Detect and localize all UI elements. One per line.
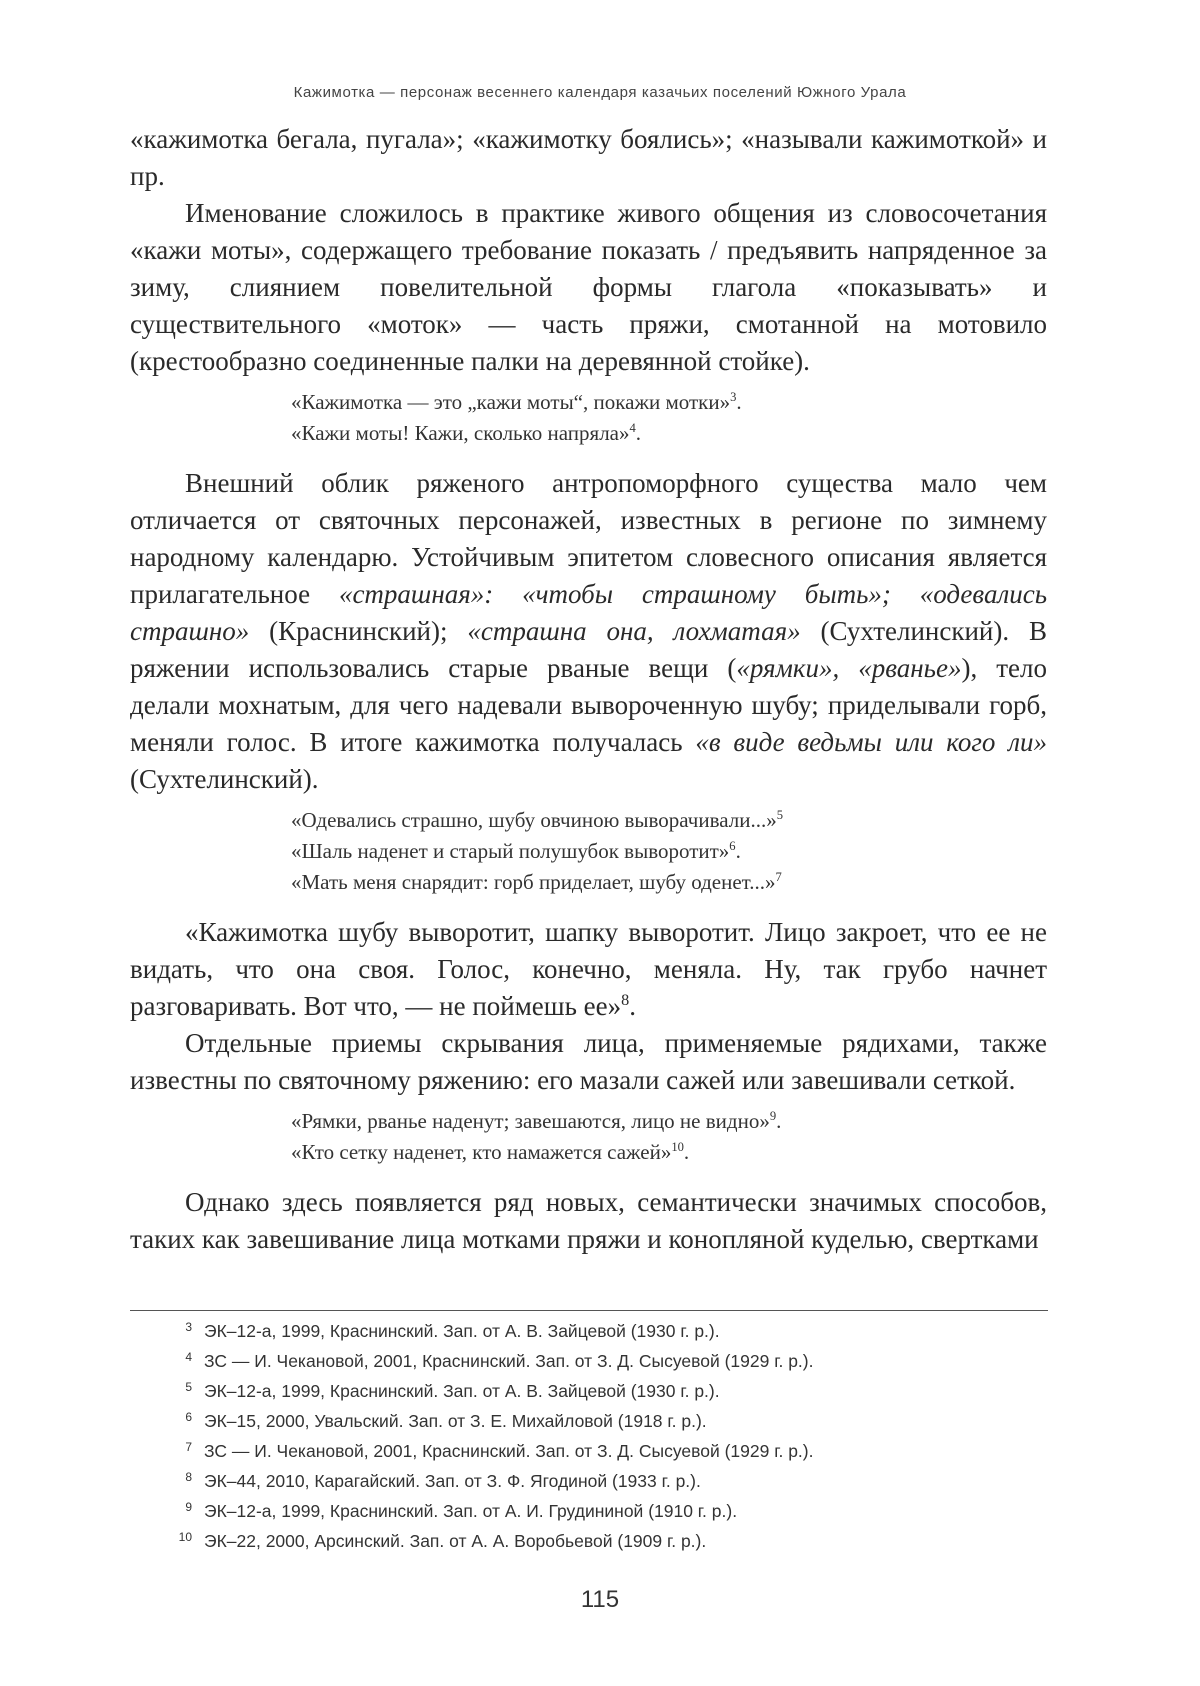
page-number: 115	[0, 1586, 1200, 1614]
footnote-ref[interactable]: 4	[630, 421, 636, 435]
footnote: 8 ЭК–44, 2010, Карагайский. Зап. от З. Ф. Ягодиной (1933 г. р.).	[130, 1466, 1048, 1496]
footnote-number: 5	[130, 1376, 192, 1398]
footnote-number: 6	[130, 1406, 192, 1428]
quote-line: «Мать меня снарядит: горб приделает, шубу оденет...»7	[291, 867, 1047, 898]
footnote: 10 ЭК–22, 2000, Арсинский. Зап. от А. А. Воробьевой (1909 г. р.).	[130, 1526, 1048, 1556]
paragraph-2: Именование сложилось в практике живого общения из словосочетания «кажи моты», содержащего требование показать / предъявить напряденное за зиму, слиянием повелительной формы глагола «показывать» и существительного «моток» — часть пряжи, смотанной на мотовило (крестообразно соединенные палки на деревянной стойке).	[130, 195, 1047, 380]
footnote-number: 8	[130, 1466, 192, 1488]
footnote-number: 10	[130, 1526, 192, 1548]
footnote-ref[interactable]: 5	[777, 808, 783, 822]
quote-block-3	[291, 1106, 1047, 1168]
quote-line: «Кажимотка — это „кажи моты“, покажи мотки»3.	[291, 387, 1047, 418]
quote-line: «Шаль наденет и старый полушубок выворотит»6.	[291, 836, 1047, 867]
footnote: 6 ЭК–15, 2000, Увальский. Зап. от З. Е. Михайловой (1918 г. р.).	[130, 1406, 1048, 1436]
footnote-ref[interactable]: 3	[730, 390, 736, 404]
paragraph-3: Внешний облик ряженого антропоморфного существа мало чем отличается от святочных персонажей, известных в регионе по зимнему народному календарю. Устойчивым эпитетом словесного описания является прилагательное «страшная»: «чтобы страшному быть»; «одевались страшно» (Краснинский); «страшна она, лохматая» (Сухтелинский). В ряжении использовались старые рваные вещи («рямки», «рванье»), тело делали мохнатым, для чего надевали вывороченную шубу; приделывали горб, меняли голос. В итоге кажимотка получалась «в виде ведьмы или кого ли» (Сухтелинский).	[130, 465, 1047, 798]
footnotes	[130, 1316, 1048, 1556]
paragraph-1: «кажимотка бегала, пугала»; «кажимотку боялись»; «называли кажимоткой» и пр.	[130, 121, 1047, 195]
paragraph-4: «Кажимотка шубу выворотит, шапку выворотит. Лицо закроет, что ее не видать, что она своя. Голос, конечно, меняла. Ну, так грубо начнет разговаривать. Вот что, — не поймешь ее»8.	[130, 914, 1047, 1025]
footnote-number: 9	[130, 1496, 192, 1518]
footnote-number: 3	[130, 1316, 192, 1338]
main-text	[130, 121, 1047, 1258]
quote-line: «Одевались страшно, шубу овчиною выворачивали...»5	[291, 805, 1047, 836]
footnote-ref[interactable]: 8	[621, 991, 629, 1009]
footnote: 5 ЭК–12-а, 1999, Краснинский. Зап. от А. В. Зайцевой (1930 г. р.).	[130, 1376, 1048, 1406]
footnote-ref[interactable]: 10	[671, 1140, 684, 1154]
footnote-number: 4	[130, 1346, 192, 1368]
footnote-ref[interactable]: 7	[776, 870, 782, 884]
quote-block-1	[291, 387, 1047, 449]
paragraph-6: Однако здесь появляется ряд новых, семантически значимых способов, таких как завешивание лица мотками пряжи и конопляной куделью, свертками	[130, 1184, 1047, 1258]
running-head: Кажимотка — персонаж весеннего календаря казачьих поселений Южного Урала	[0, 84, 1200, 101]
footnote-divider	[130, 1310, 1048, 1311]
quote-line: «Кажи моты! Кажи, сколько напряла»4.	[291, 418, 1047, 449]
paragraph-5: Отдельные приемы скрывания лица, применяемые рядихами, также известны по святочному ряжению: его мазали сажей или завешивали сеткой.	[130, 1025, 1047, 1099]
footnote: 3 ЭК–12-а, 1999, Краснинский. Зап. от А. В. Зайцевой (1930 г. р.).	[130, 1316, 1048, 1346]
footnote: 4 ЗС — И. Чекановой, 2001, Краснинский. Зап. от З. Д. Сысуевой (1929 г. р.).	[130, 1346, 1048, 1376]
footnote-ref[interactable]: 6	[729, 839, 735, 853]
quote-block-2	[291, 805, 1047, 898]
footnote: 7 ЗС — И. Чекановой, 2001, Краснинский. Зап. от З. Д. Сысуевой (1929 г. р.).	[130, 1436, 1048, 1466]
footnote: 9 ЭК–12-а, 1999, Краснинский. Зап. от А. И. Грудининой (1910 г. р.).	[130, 1496, 1048, 1526]
quote-line: «Рямки, рванье наденут; завешаются, лицо не видно»9.	[291, 1106, 1047, 1137]
footnote-number: 7	[130, 1436, 192, 1458]
quote-line: «Кто сетку наденет, кто намажется сажей»10.	[291, 1137, 1047, 1168]
footnote-ref[interactable]: 9	[770, 1109, 776, 1123]
